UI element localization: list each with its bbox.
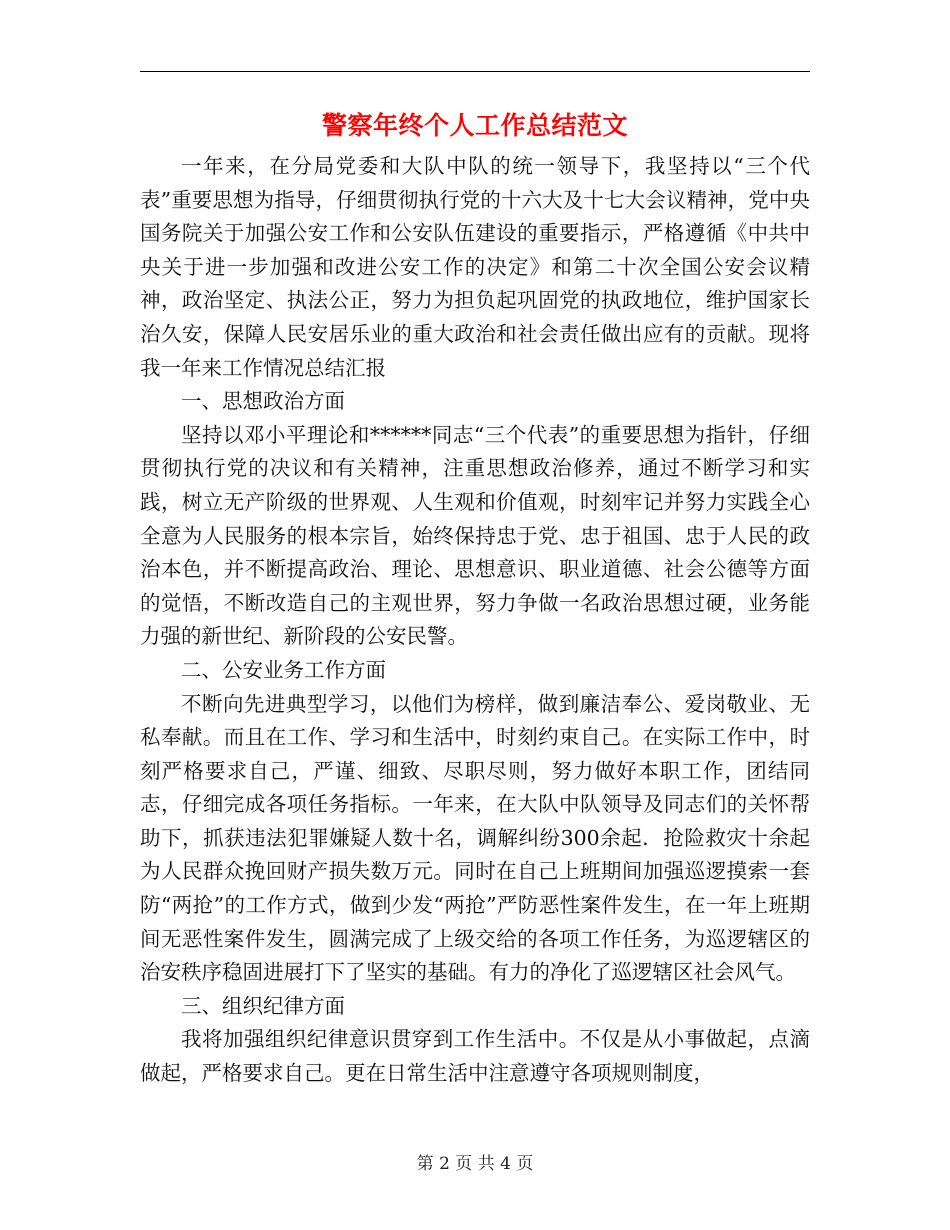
intro-paragraph: 一年来，在分局党委和大队中队的统一领导下，我坚持以“三个代表”重要思想为指导，仔细贯彻执行党的十六大及十七大会议精神，党中央国务院关于加强公安工作和公安队伍建设的重要指示，严格遵循《中共中央关于进一步加强和改进公安工作的决定》和第二十次全国公安会议精神，政治坚定、执法公正，努力为担负起巩固党的执政地位，维护国家长治久安，保障人民安居乐业的重大政治和社会责任做出应有的贡献。现将我一年来工作情况总结汇报 [140,154,810,380]
political-paragraph: 坚持以邓小平理论和******同志“三个代表”的重要思想为指针，仔细贯彻执行党的决议和有关精神，注重思想政治修养，通过不断学习和实践，树立无产阶级的世界观、人生观和价值观，时刻牢记并努力实践全心全意为人民服务的根本宗旨，始终保持忠于党、忠于祖国、忠于人民的政治本色，并不断提高政治、理论、思想意识、职业道德、社会公德等方面的觉悟，不断改造自己的主观世界，努力争做一名政治思想过硬，业务能力强的新世纪、新阶段的公安民警。 [140,422,810,649]
document-body [140,150,810,1091]
header-rule [140,71,810,72]
page-number: 第 2 页 共 4 页 [416,1154,534,1174]
document-title: 警察年终个人工作总结范文 [321,111,628,140]
discipline-paragraph: 我将加强组织纪律意识贯穿到工作生活中。不仅是从小事做起，点滴做起，严格要求自己。更在日常生活中注意遵守各项规则制度， [140,1027,810,1086]
police-work-paragraph: 不断向先进典型学习，以他们为榜样，做到廉洁奉公、爱岗敬业、无私奉献。而且在工作、学习和生活中，时刻约束自己。在实际工作中，时刻严格要求自己，严谨、细致、尽职尽则，努力做好本职工作，团结同志，仔细完成各项任务指标。一年来，在大队中队领导及同志们的关怀帮助下，抓获违法犯罪嫌疑人数十名，调解纠纷300余起．抢险救灾十余起为人民群众挽回财产损失数万元。同时在自己上班期间加强巡逻摸索一套防“两抢”的工作方式，做到少发“两抢”严防恶性案件发生，在一年上班期间无恶性案件发生，圆满完成了上级交给的各项工作任务，为巡逻辖区的治安秩序稳固进展打下了坚实的基础。有力的净化了巡逻辖区社会风气。 [140,691,810,985]
section-heading-discipline: 三、组织纪律方面 [181,993,345,1018]
section-heading-political: 一、思想政治方面 [181,389,345,414]
section-heading-police-work: 二、公安业务工作方面 [181,657,386,682]
